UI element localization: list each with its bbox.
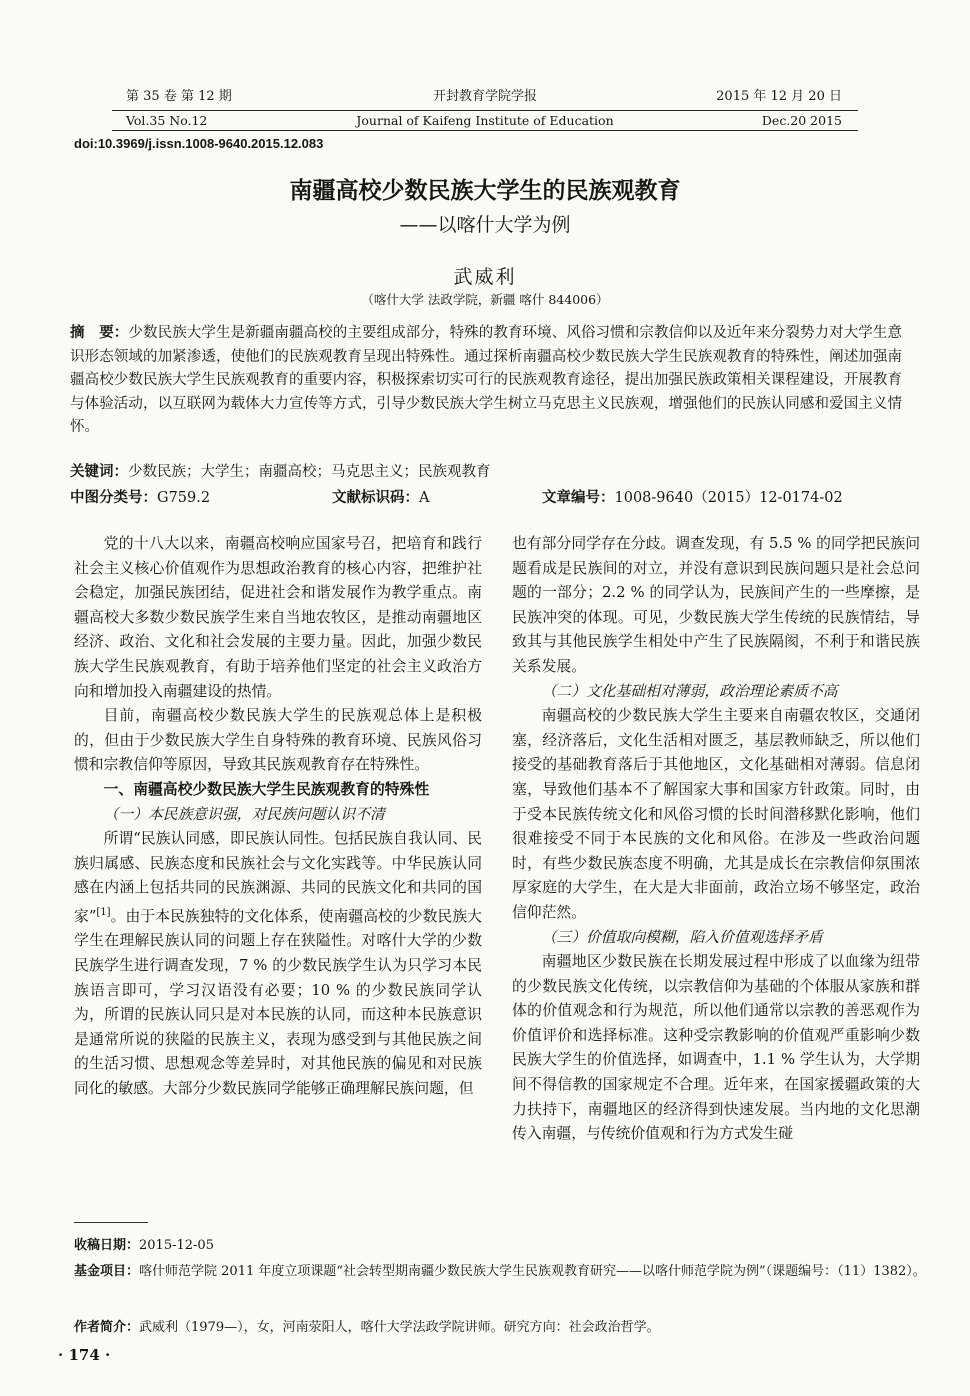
author-name: 武威利 bbox=[453, 266, 517, 288]
abstract-label: 摘 要： bbox=[70, 325, 129, 341]
bio-label: 作者简介： bbox=[74, 1320, 140, 1335]
paragraph bbox=[74, 827, 482, 1101]
subsection-heading: （一）本民族意识强，对民族问题认识不清 bbox=[103, 805, 385, 823]
keywords-text: 少数民族；大学生；南疆高校；马克思主义；民族观教育 bbox=[128, 464, 491, 480]
fund-text: 喀什师范学院 2011 年度立项课题“社会转型期南疆少数民族大学生民族观教育研究——以喀什师范学院为例”（课题编号：（11）1382）。 bbox=[139, 1264, 926, 1279]
date-en: Dec.20 2015 bbox=[761, 113, 842, 128]
volume-en: Vol.35 No.12 bbox=[126, 113, 208, 128]
date-cn: 2015 年 12 月 20 日 bbox=[716, 89, 842, 104]
clc-value: G759.2 bbox=[157, 490, 211, 506]
header-rule-bottom bbox=[112, 130, 858, 131]
doi[interactable]: doi:10.3969/j.issn.1008-9640.2015.12.083 bbox=[74, 136, 324, 151]
art-label: 文章编号： bbox=[542, 490, 615, 506]
subsection-heading: （二）文化基础相对薄弱，政治理论素质不高 bbox=[541, 682, 838, 700]
footnote-received bbox=[74, 1234, 930, 1258]
paragraph: 党的十八大以来，南疆高校响应国家号召，把培育和践行社会主义核心价值观作为思想政治教育的核心内容，把维护社会稳定，加强民族团结，促进社会和谐发展作为教学重点。南疆高校大多数少数民族学生来自当地农牧区，是推动南疆地区经济、政治、文化和社会发展的主要力量。因此，加强少数民族大学生民族观教育，有助于培养他们坚定的社会主义政治方向和增加投入南疆建设的热情。 bbox=[74, 535, 482, 700]
doc-label: 文献标识码： bbox=[332, 490, 419, 506]
citation-ref[interactable]: [1] bbox=[96, 906, 111, 918]
paragraph: 目前，南疆高校少数民族大学生的民族观总体上是积极的，但由于少数民族大学生自身特殊的教育环境、民族风俗习惯和宗教信仰等原因，导致其民族观教育存在特殊性。 bbox=[74, 707, 482, 774]
paragraph: 南疆高校的少数民族大学生主要来自南疆农牧区，交通闭塞，经济落后，文化生活相对匮乏，基层教师缺乏，所以他们接受的基础教育落后于其他地区，文化基础相对薄弱。信息闭塞，导致他们基本不了解国家大事和国家方针政策。同时，由于受本民族传统文化和风俗习惯的长时间潜移默化影响，他们很难接受不同于本民族的文化和风俗。在涉及一些政治问题时，有些少数民族态度不明确，尤其是成长在宗教信仰氛围浓厚家庭的大学生，在大是大非面前，政治立场不够坚定，政治信仰茫然。 bbox=[512, 707, 920, 921]
paragraph: 南疆地区少数民族在长期发展过程中形成了以血缘为纽带的少数民族文化传统，以宗教信仰为基础的个体服从家族和群体的价值观念和行为规范，所以他们通常以宗教的善恶观作为价值评价和选择标准。这种受宗教影响的价值观严重影响少数民族大学生的价值选择，如调查中，1.1 % 学生认为，大学期间不得信教的国家规定不合理。近年来，在国家援疆政策的大力扶持下，南疆地区的经济得到快速发展。当内地的文化思潮传入南疆，与传统价值观和行为方式发生碰 bbox=[512, 953, 920, 1143]
bio-text: 武威利（1979—），女，河南荥阳人，喀什大学法政学院讲师。研究方向：社会政治哲学。 bbox=[139, 1320, 660, 1335]
paragraph-text: 。由于本民族独特的文化体系，使南疆高校的少数民族大学生在理解民族认同的问题上存在狭隘性。对喀什大学的少数民族学生进行调查发现，7 % 的少数民族学生认为只学习本民族语言即可，学习汉语没有必要；10 % 的少数民族同学认为，所谓的民族认同只是对本民族的认同，而这种本民族意识是通常所说的狭隘的民族主义，表现为感受到与其他民族之间的生活习惯、思想观念等差异时，对其他民族的偏见和对民族同化的敏感。大部分少数民族同学能够正确理解民族问题，但 bbox=[74, 907, 482, 1097]
volume-cn: 第 35 卷 第 12 期 bbox=[126, 89, 232, 104]
footnote-divider bbox=[74, 1222, 148, 1223]
subsection-heading: （三）价值取向模糊，陷入价值观选择矛盾 bbox=[541, 928, 823, 946]
art-value: 1008-9640（2015）12-0174-02 bbox=[614, 490, 843, 506]
keywords-label: 关键词： bbox=[70, 464, 128, 480]
abstract bbox=[70, 322, 902, 440]
classification-line bbox=[70, 486, 902, 508]
received-label: 收稿日期： bbox=[74, 1238, 140, 1253]
article-number bbox=[542, 486, 843, 507]
article-title: 南疆高校少数民族大学生的民族观教育 bbox=[289, 178, 681, 204]
clc-number bbox=[70, 486, 210, 507]
document-code bbox=[332, 486, 429, 507]
footnote-fund bbox=[74, 1260, 930, 1284]
paragraph-text: 所谓“民族认同感，即民族认同性。包括民族自我认同、民族归属感、民族态度和民族社会与文化实践等。中华民族认同感在内涵上包括共同的民族渊源、共同的民族文化和共同的国家” bbox=[74, 830, 482, 925]
fund-label: 基金项目： bbox=[74, 1264, 140, 1279]
journal-name-cn: 开封教育学院学报 bbox=[432, 89, 537, 104]
abstract-text: 少数民族大学生是新疆南疆高校的主要组成部分，特殊的教育环境、风俗习惯和宗教信仰以及近年来分裂势力对大学生意识形态领域的加紧渗透，使他们的民族观教育呈现出特殊性。通过探析南疆高校少数民族大学生民族观教育的特殊性，阐述加强南疆高校少数民族大学生民族观教育的重要内容，积极探索切实可行的民族观教育途径，提出加强民族政策相关课程建设，开展教育与体验活动，以互联网为载体大力宣传等方式，引导少数民族大学生树立马克思主义民族观，增强他们的民族认同感和爱国主义情怀。 bbox=[70, 325, 903, 436]
journal-name-en: Journal of Kaifeng Institute of Education bbox=[356, 113, 614, 128]
article-subtitle: ——以喀什大学为例 bbox=[399, 214, 571, 236]
journal-header bbox=[112, 82, 858, 132]
doc-value: A bbox=[419, 490, 430, 506]
footnote-bio bbox=[74, 1316, 930, 1340]
keywords bbox=[70, 461, 902, 483]
section-heading: 一、南疆高校少数民族大学生民族观教育的特殊性 bbox=[103, 780, 430, 798]
page-number: · 174 · bbox=[58, 1346, 111, 1364]
clc-label: 中图分类号： bbox=[70, 490, 157, 506]
author-affiliation: （喀什大学 法政学院，新疆 喀什 844006） bbox=[361, 292, 609, 307]
header-rule-top bbox=[112, 110, 858, 111]
left-column bbox=[74, 532, 482, 1102]
received-date: 2015-12-05 bbox=[139, 1238, 214, 1253]
paragraph: 也有部分同学存在分歧。调查发现，有 5.5 % 的同学把民族问题看成是民族间的对立，并没有意识到民族问题只是社会总问题的一部分；2.2 % 的同学认为，民族间产生的一些摩擦，是民族冲突的体现。可见，少数民族大学生传统的民族情结，导致其与其他民族学生相处中产生了民族隔阂，不利于和谐民族关系发展。 bbox=[512, 535, 920, 675]
right-column bbox=[512, 532, 920, 1147]
